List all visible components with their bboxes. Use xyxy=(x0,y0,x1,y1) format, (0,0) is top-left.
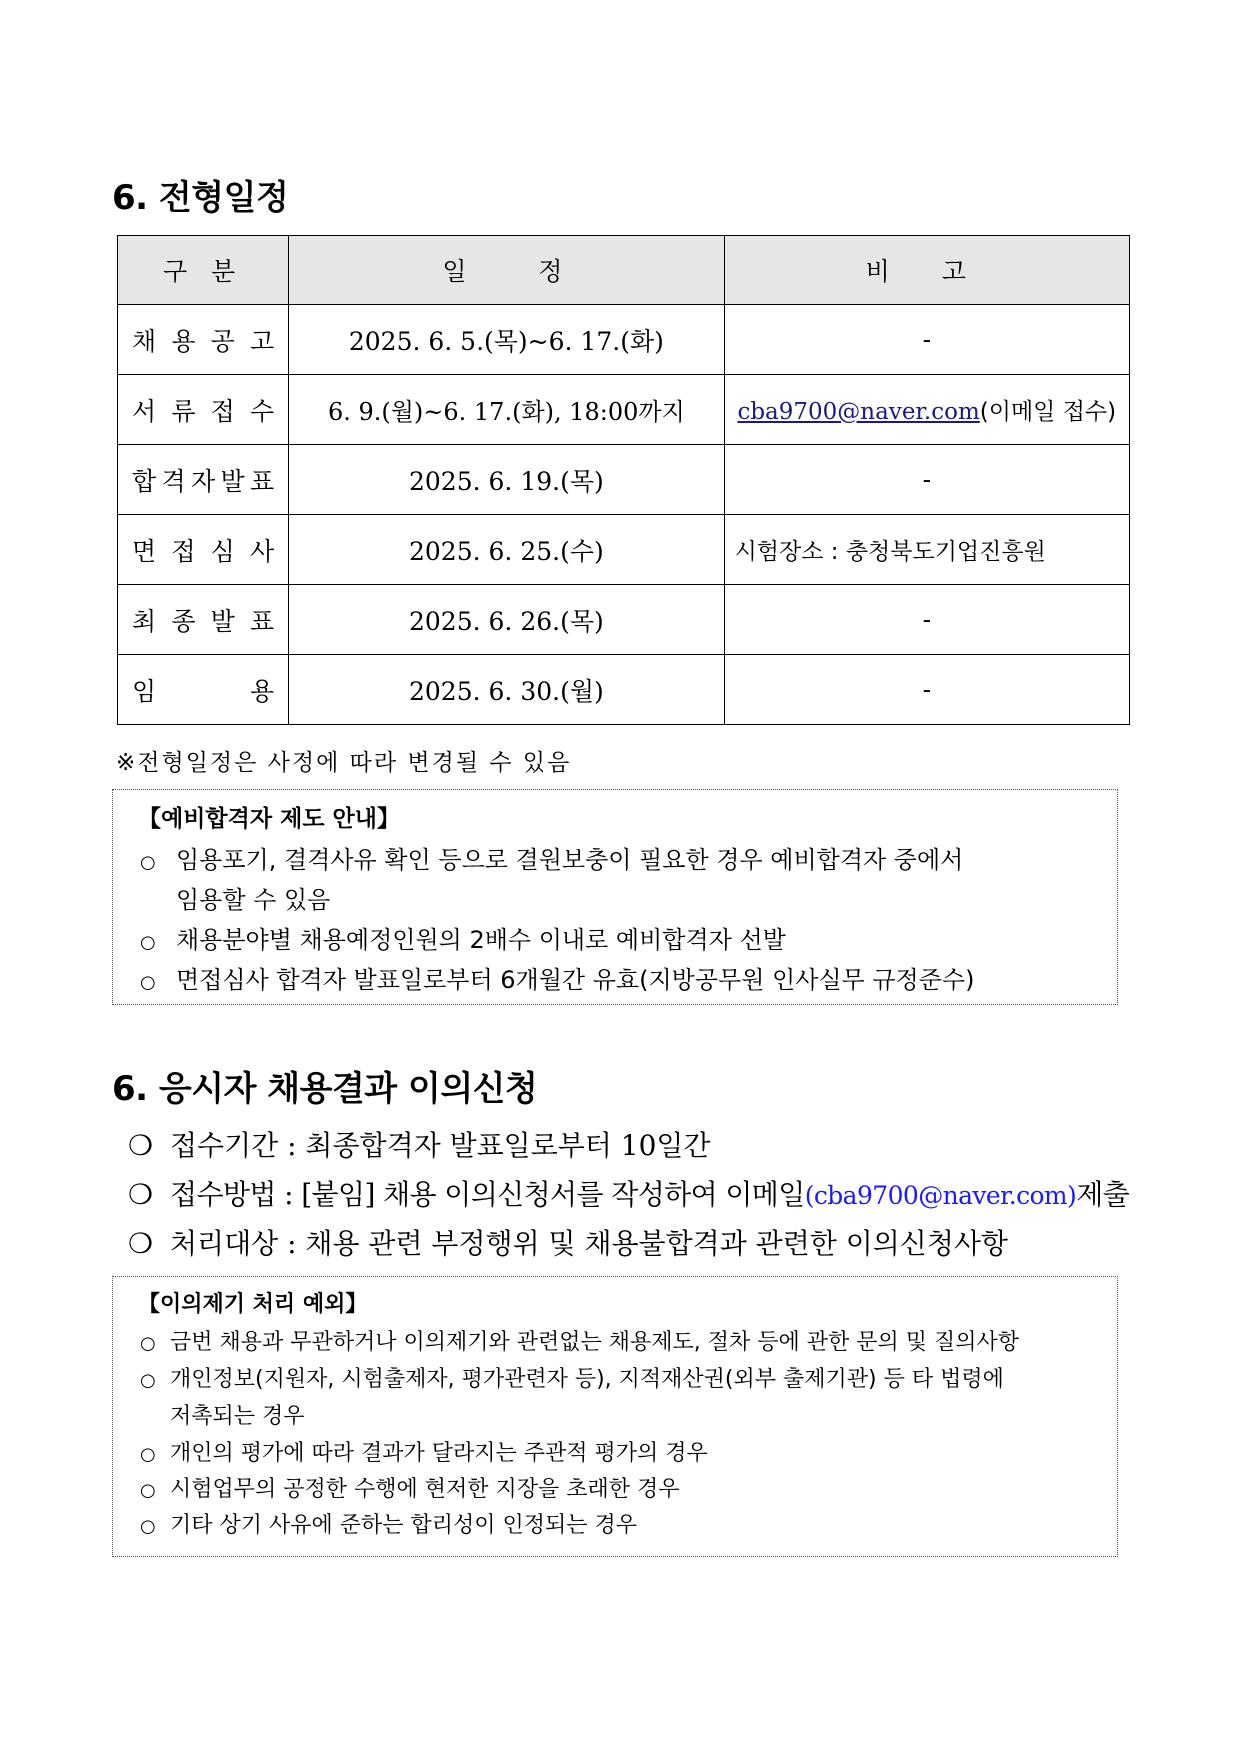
list-item: ○ 개인의 평가에 따라 결과가 달라지는 주관적 평가의 경우 xyxy=(140,1441,708,1466)
row-schedule: 2025. 6. 30.(월) xyxy=(289,655,724,725)
row-category: 채 용 공 고 xyxy=(118,305,289,375)
list-item: ○ 금번 채용과 무관하거나 이의제기와 관련없는 채용제도, 절차 등에 관한 문의 및 질의사항 xyxy=(140,1330,1019,1355)
table-row xyxy=(118,375,1130,445)
row-note: - xyxy=(724,585,1129,655)
email-suffix: (이메일 접수) xyxy=(979,399,1117,425)
list-item: ○ 기타 상기 사유에 준하는 합리성이 인정되는 경우 xyxy=(140,1513,638,1538)
appeal-period: ❍ 접수기간 : 최종합격자 발표일로부터 10일간 xyxy=(128,1129,711,1162)
row-category: 최 종 발 표 xyxy=(118,585,289,655)
exception-box-title: 【이의제기 처리 예외】 xyxy=(138,1292,368,1317)
schedule-footnote: ※전형일정은 사정에 따라 변경될 수 있음 xyxy=(116,750,572,776)
row-note xyxy=(724,375,1129,445)
list-item: 임용할 수 있음 xyxy=(176,886,331,914)
row-note: 시험장소 : 충청북도기업진흥원 xyxy=(724,515,1129,585)
header-note: 비 고 xyxy=(724,236,1129,305)
table-row xyxy=(118,445,1130,515)
schedule-table xyxy=(117,235,1130,725)
list-item: ○ 면접심사 합격자 발표일로부터 6개월간 유효(지방공무원 인사실무 규정준수) xyxy=(140,966,975,994)
header-category: 구 분 xyxy=(118,236,289,305)
row-category: 서 류 접 수 xyxy=(118,375,289,445)
section1-title: 6. 전형일정 xyxy=(112,178,289,218)
reserve-box-title: 【예비합격자 제도 안내】 xyxy=(138,806,400,832)
row-category: 합 격 자 발 표 xyxy=(118,445,289,515)
appeal-email[interactable]: (cba9700@naver.com) xyxy=(804,1181,1077,1210)
row-note: - xyxy=(724,445,1129,515)
row-schedule: 6. 9.(월)~6. 17.(화), 18:00까지 xyxy=(289,375,724,445)
row-category: 임 용 xyxy=(118,655,289,725)
list-item: ○ 임용포기, 결격사유 확인 등으로 결원보충이 필요한 경우 예비합격자 중에서 xyxy=(140,846,964,874)
table-row xyxy=(118,305,1130,375)
list-item: ○ 채용분야별 채용예정인원의 2배수 이내로 예비합격자 선발 xyxy=(140,926,786,954)
list-item: 저촉되는 경우 xyxy=(170,1404,305,1429)
row-schedule: 2025. 6. 25.(수) xyxy=(289,515,724,585)
table-row xyxy=(118,585,1130,655)
appeal-method: ❍ 접수방법 : [붙임] 채용 이의신청서를 작성하여 이메일(cba9700@naver.com)제출 xyxy=(128,1178,1130,1211)
row-schedule: 2025. 6. 26.(목) xyxy=(289,585,724,655)
appeal-target: ❍ 처리대상 : 채용 관련 부정행위 및 채용불합격과 관련한 이의신청사항 xyxy=(128,1227,1008,1260)
list-item: ○ 개인정보(지원자, 시험출제자, 평가관련자 등), 지적재산권(외부 출제기관) 등 타 법령에 xyxy=(140,1367,1004,1392)
section2-title: 6. 응시자 채용결과 이의신청 xyxy=(112,1069,538,1109)
table-header-row xyxy=(118,236,1130,305)
table-row xyxy=(118,515,1130,585)
row-category: 면 접 심 사 xyxy=(118,515,289,585)
row-note: - xyxy=(724,305,1129,375)
list-item: ○ 시험업무의 공정한 수행에 현저한 지장을 초래한 경우 xyxy=(140,1477,680,1502)
row-schedule: 2025. 6. 5.(목)~6. 17.(화) xyxy=(289,305,724,375)
row-schedule: 2025. 6. 19.(목) xyxy=(289,445,724,515)
email-link[interactable]: cba9700@naver.com xyxy=(737,399,980,425)
table-row xyxy=(118,655,1130,725)
header-schedule: 일 정 xyxy=(289,236,724,305)
row-note: - xyxy=(724,655,1129,725)
